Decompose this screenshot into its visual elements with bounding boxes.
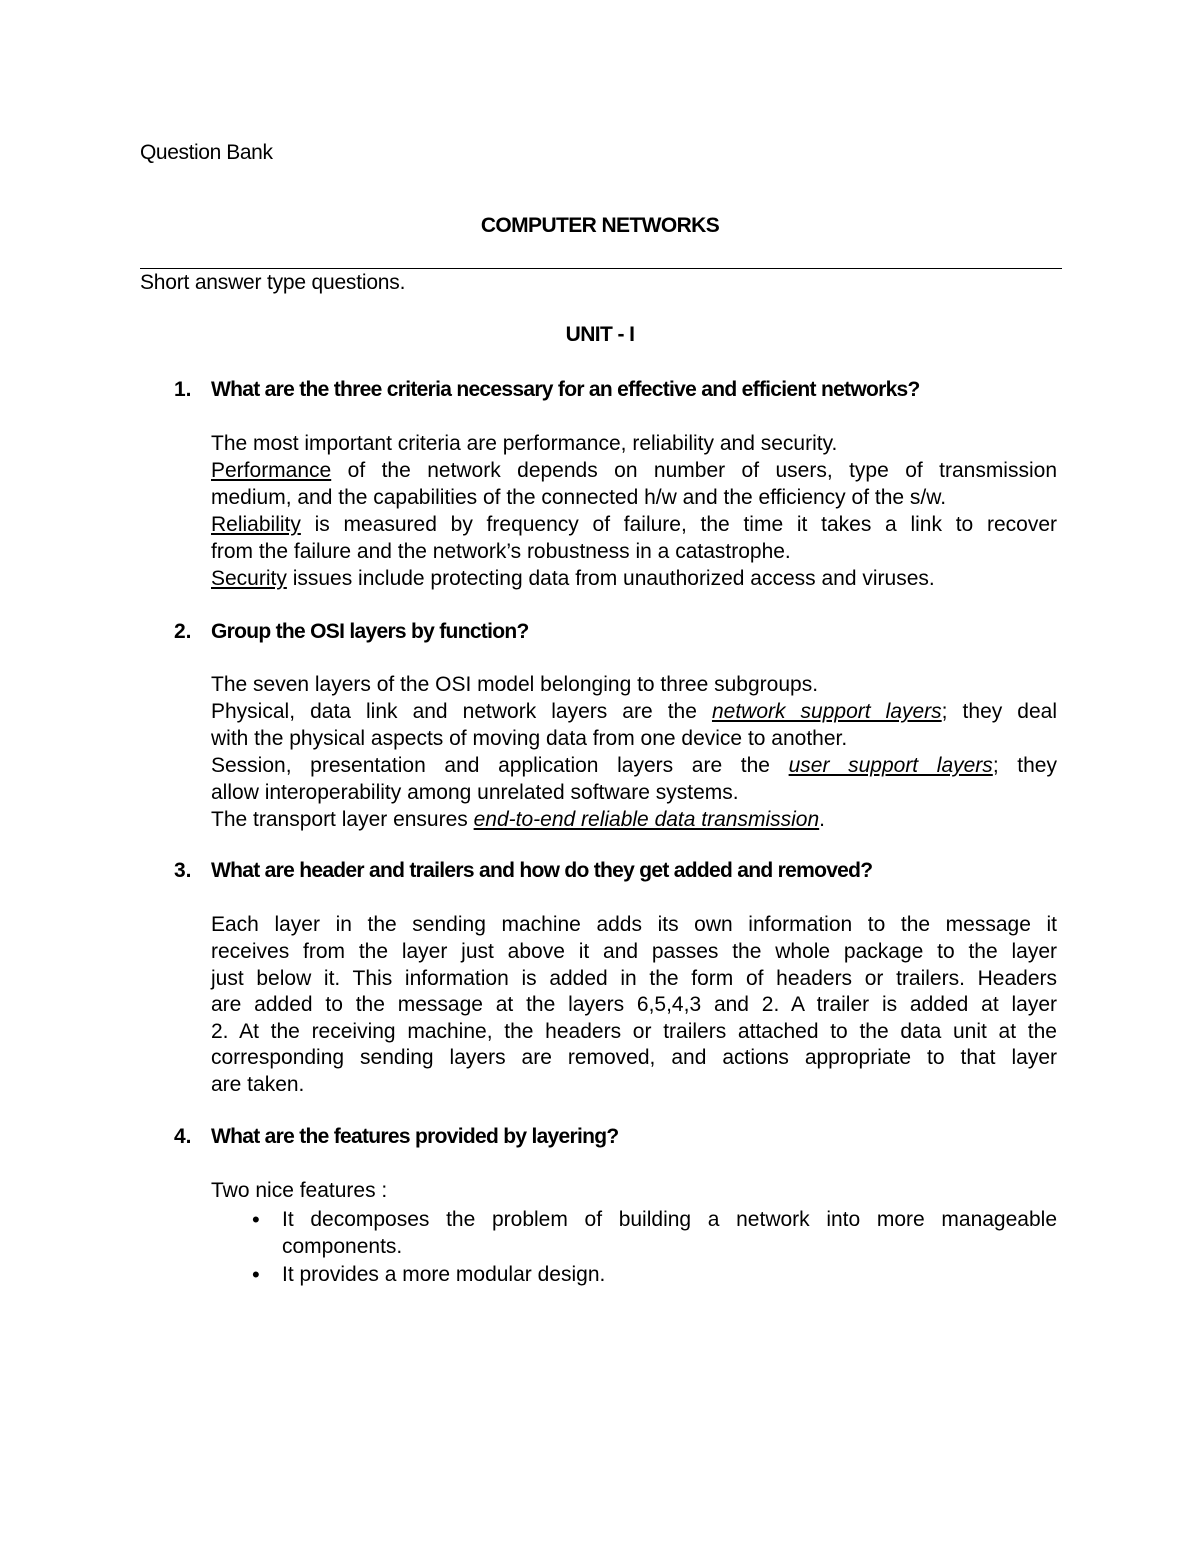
answer-1-intro: The most important criteria are performance, reliability and security. xyxy=(211,432,838,455)
question-4-number: 4. xyxy=(174,1125,192,1148)
answer-1-line xyxy=(211,567,1057,591)
answer-2-text: Physical, data link and network layers are the xyxy=(211,700,712,723)
title-divider xyxy=(140,268,1062,269)
term-security: Security xyxy=(211,567,287,590)
term-user-support-layers: user support layers xyxy=(788,754,993,777)
bullet-point: • xyxy=(252,1262,260,1287)
answer-2-line xyxy=(211,754,1057,778)
bullet-item-1-line: components. xyxy=(282,1235,403,1258)
question-1-text: What are the three criteria necessary for an effective and efficient networks? xyxy=(211,378,920,401)
answer-2-text: . xyxy=(819,808,825,831)
answer-2-text: ; they deal xyxy=(941,700,1058,723)
answer-2-intro: The seven layers of the OSI model belonging to three subgroups. xyxy=(211,673,819,696)
question-3-text: What are header and trailers and how do they get added and removed? xyxy=(211,859,873,882)
answer-1-line: from the failure and the network’s robustness in a catastrophe. xyxy=(211,540,791,563)
answer-1-line xyxy=(211,459,1057,483)
section-subtitle: Short answer type questions. xyxy=(140,271,406,294)
question-3-number: 3. xyxy=(174,859,192,882)
document-title: COMPUTER NETWORKS xyxy=(480,214,720,237)
answer-2-line: with the physical aspects of moving data from one device to another. xyxy=(211,727,848,750)
answer-3-line: receives from the layer just above it and passes the whole package to the layer xyxy=(211,940,1057,963)
unit-heading: UNIT - I xyxy=(565,323,635,346)
answer-3-line: are added to the message at the layers 6,5,4,3 and 2. A trailer is added at layer xyxy=(211,993,1057,1016)
answer-2-text: Session, presentation and application layers are the xyxy=(211,754,789,777)
answer-2-line xyxy=(211,700,1057,724)
question-1-number: 1. xyxy=(174,378,192,401)
document-label: Question Bank xyxy=(140,141,273,164)
answer-2-line xyxy=(211,808,1057,832)
answer-3-line: 2. At the receiving machine, the headers or trailers attached to the data unit at the xyxy=(211,1020,1057,1043)
answer-3-line: corresponding sending layers are removed, and actions appropriate to that layer xyxy=(211,1046,1057,1069)
bullet-item-2-line: It provides a more modular design. xyxy=(282,1263,606,1286)
answer-1-security-text: issues include protecting data from unauthorized access and viruses. xyxy=(286,567,935,590)
answer-3-line: Each layer in the sending machine adds its own information to the message it xyxy=(211,913,1057,936)
bullet-item-1-line: It decomposes the problem of building a network into more manageable xyxy=(282,1208,1057,1231)
term-reliability: Reliability xyxy=(211,513,301,536)
term-performance: Performance xyxy=(211,459,332,482)
term-end-to-end-reliable: end-to-end reliable data transmission xyxy=(473,808,820,831)
answer-3-line: just below it. This information is added in the form of headers or trailers. Headers xyxy=(211,967,1057,990)
answer-4-intro: Two nice features : xyxy=(211,1179,388,1202)
answer-1-reliability-text: is measured by frequency of failure, the time it takes a link to recover xyxy=(300,513,1057,536)
term-network-support-layers: network support layers xyxy=(711,700,942,723)
question-2-text: Group the OSI layers by function? xyxy=(211,620,529,643)
answer-2-text: The transport layer ensures xyxy=(211,808,474,831)
answer-1-line xyxy=(211,513,1057,537)
answer-3-line: are taken. xyxy=(211,1073,305,1096)
question-4-text: What are the features provided by layering? xyxy=(211,1125,619,1148)
answer-2-line: allow interoperability among unrelated software systems. xyxy=(211,781,739,804)
answer-1-line: medium, and the capabilities of the connected h/w and the efficiency of the s/w. xyxy=(211,486,947,509)
answer-2-text: ; they xyxy=(992,754,1057,777)
bullet-point: • xyxy=(252,1207,260,1232)
answer-1-performance-text: of the network depends on number of users, type of transmission xyxy=(331,459,1057,482)
question-2-number: 2. xyxy=(174,620,192,643)
